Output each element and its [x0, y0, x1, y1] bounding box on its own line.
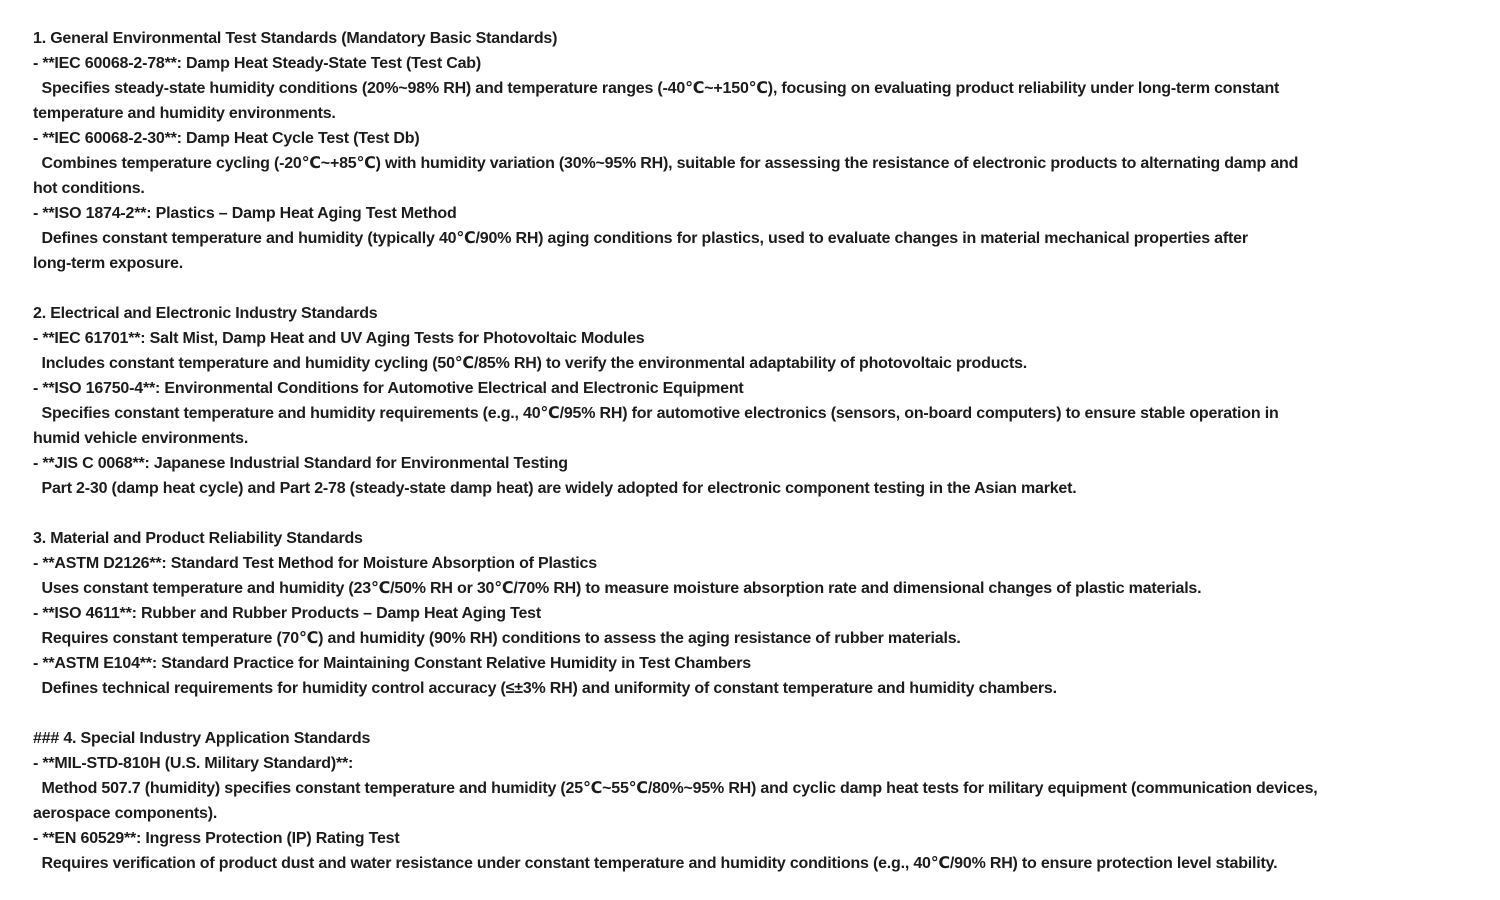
text-line: 1. General Environmental Test Standards (Mandatory Basic Standards)	[33, 30, 558, 47]
text-line: - **MIL-STD-810H (U.S. Military Standard)**:	[33, 755, 354, 772]
text-line: temperature and humidity environments.	[33, 105, 336, 122]
text-line: - **IEC 60068-2-78**: Damp Heat Steady-State Test (Test Cab)	[33, 55, 482, 72]
text-line: Part 2-30 (damp heat cycle) and Part 2-78 (steady-state damp heat) are widely adopted for electronic component testing in the Asian market.	[33, 480, 1077, 497]
text-line: Requires constant temperature (70℃) and humidity (90% RH) conditions to assess the aging resistance of rubber materials.	[33, 630, 961, 647]
text-line: - **IEC 61701**: Salt Mist, Damp Heat and UV Aging Tests for Photovoltaic Modules	[33, 330, 645, 347]
text-line: ### 4. Special Industry Application Standards	[33, 730, 371, 747]
text-line: - **EN 60529**: Ingress Protection (IP) Rating Test	[33, 830, 400, 847]
text-line: Combines temperature cycling (-20℃~+85℃) with humidity variation (30%~95% RH), suitable for assessing the resistance of electronic products to alternating damp and	[33, 155, 1299, 172]
text-line: long-term exposure.	[33, 255, 184, 272]
text-line: Defines constant temperature and humidity (typically 40℃/90% RH) aging conditions for plastics, used to evaluate changes in material mechanical properties after	[33, 230, 1248, 247]
text-line: - **ISO 4611**: Rubber and Rubber Products – Damp Heat Aging Test	[33, 605, 541, 622]
text-line: aerospace components).	[33, 805, 218, 822]
text-line: humid vehicle environments.	[33, 430, 249, 447]
document-body	[33, 26, 1492, 876]
text-line: 2. Electrical and Electronic Industry Standards	[33, 305, 378, 322]
section-general-environmental-test-standards	[33, 26, 1492, 276]
text-line: hot conditions.	[33, 180, 145, 197]
text-line: - **ISO 1874-2**: Plastics – Damp Heat Aging Test Method	[33, 205, 457, 222]
text-line: - **ASTM D2126**: Standard Test Method for Moisture Absorption of Plastics	[33, 555, 597, 572]
text-line: Specifies steady-state humidity conditions (20%~98% RH) and temperature ranges (-40℃~+150℃), focusing on evaluating product reliability under long-term constant	[33, 80, 1280, 97]
text-line: Specifies constant temperature and humidity requirements (e.g., 40℃/95% RH) for automotive electronics (sensors, on-board computers) to ensure stable operation in	[33, 405, 1279, 422]
section-special-industry-application-standards	[33, 726, 1492, 876]
section-electrical-and-electronic-industry-standards	[33, 301, 1492, 501]
text-line: 3. Material and Product Reliability Standards	[33, 530, 363, 547]
text-line: Requires verification of product dust and water resistance under constant temperature and humidity conditions (e.g., 40℃/90% RH) to ensure protection level stability.	[33, 855, 1278, 872]
text-line: Includes constant temperature and humidity cycling (50℃/85% RH) to verify the environmental adaptability of photovoltaic products.	[33, 355, 1028, 372]
section-material-and-product-reliability-standards	[33, 526, 1492, 701]
text-line: - **JIS C 0068**: Japanese Industrial Standard for Environmental Testing	[33, 455, 568, 472]
text-line: - **ISO 16750-4**: Environmental Conditions for Automotive Electrical and Electronic Equipment	[33, 380, 744, 397]
text-line: - **ASTM E104**: Standard Practice for Maintaining Constant Relative Humidity in Test Chambers	[33, 655, 751, 672]
text-line: Uses constant temperature and humidity (23℃/50% RH or 30℃/70% RH) to measure moisture absorption rate and dimensional changes of plastic materials.	[33, 580, 1202, 597]
text-line: Method 507.7 (humidity) specifies constant temperature and humidity (25℃~55℃/80%~95% RH) and cyclic damp heat tests for military equipment (communication devices,	[33, 780, 1318, 797]
text-line: Defines technical requirements for humidity control accuracy (≤±3% RH) and uniformity of constant temperature and humidity chambers.	[33, 680, 1057, 697]
text-line: - **IEC 60068-2-30**: Damp Heat Cycle Test (Test Db)	[33, 130, 420, 147]
